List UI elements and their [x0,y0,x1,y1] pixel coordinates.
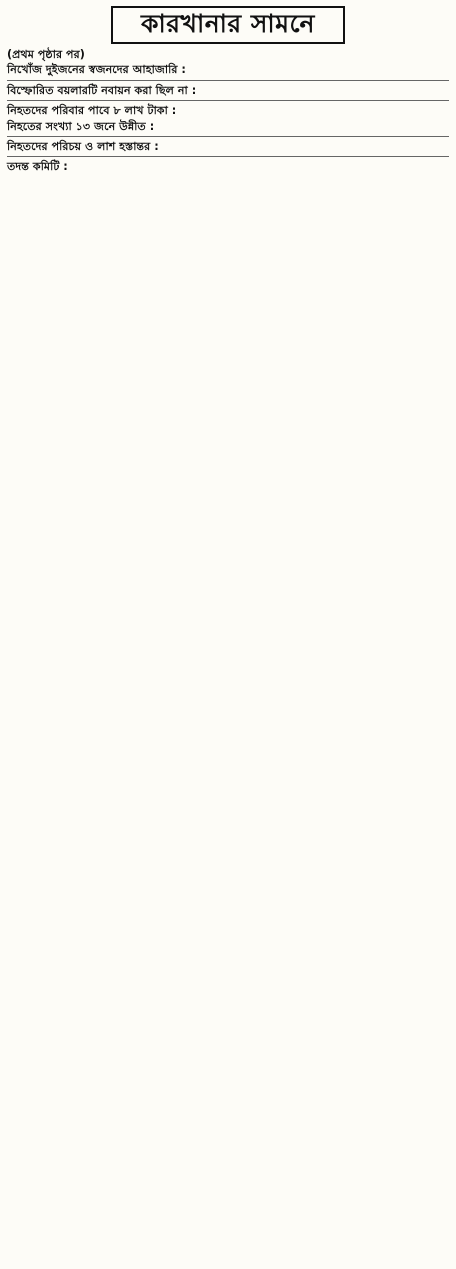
paragraph-compensation [7,104,449,118]
headline: কারখানার সামনে [111,6,345,44]
divider [7,100,449,101]
divider [7,136,449,137]
section-lead: নিহতদের পরিচয় ও লাশ হস্তান্তর : [7,140,159,154]
paragraph-front-continuation [7,48,449,62]
headline-box [7,6,449,44]
paragraph-victim-identities [7,140,449,154]
section-lead: তদন্ত কমিটি : [7,160,68,174]
divider [7,156,449,157]
paragraph-death-toll [7,120,449,134]
paragraph-probe-committee [7,160,449,174]
section-lead: নিখোঁজ দুইজনের স্বজনদের আহাজারি : [7,63,186,77]
jump-marker: (প্রথম পৃষ্ঠার পর) [7,48,85,61]
paragraph-boiler-renewal [7,84,449,98]
divider [7,80,449,81]
paragraph-missing-relatives [7,63,449,77]
section-lead: নিহতের সংখ্যা ১৩ জনে উন্নীত : [7,119,155,133]
section-lead: বিস্ফোরিত বয়লারটি নবায়ন করা ছিল না : [7,83,197,97]
section-lead: নিহতদের পরিবার পাবে ৮ লাখ টাকা : [7,104,177,118]
